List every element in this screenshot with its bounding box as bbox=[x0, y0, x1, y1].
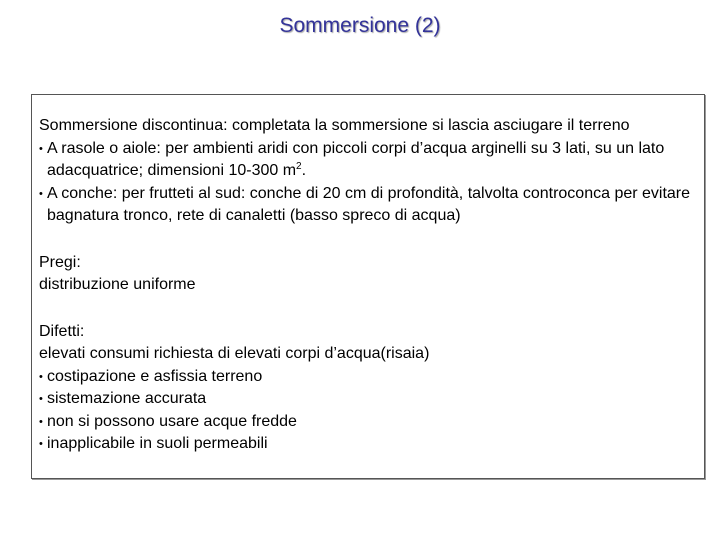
difetti-item bbox=[39, 411, 696, 434]
content-box bbox=[31, 94, 705, 479]
method-item-conche bbox=[39, 183, 696, 228]
bullet-icon: • bbox=[39, 370, 43, 383]
bullet-icon: • bbox=[39, 187, 43, 200]
pregi-heading: Pregi: bbox=[39, 253, 81, 271]
method-item-rasole bbox=[39, 138, 696, 183]
spacer bbox=[39, 228, 696, 252]
bullet-icon: • bbox=[39, 438, 43, 450]
method-suffix: . bbox=[301, 162, 307, 179]
difetti-item-text: sistemazione accurata bbox=[47, 390, 207, 407]
method-text-conche: A conche: per frutteti al sud: conche di 20 cm di profondità, talvolta controconca per evitare bagnatura tronco, rete di canaletti (basso spreco di acqua) bbox=[47, 184, 691, 224]
spacer bbox=[39, 297, 696, 321]
difetti-item bbox=[39, 388, 696, 411]
difetti-heading: Difetti: bbox=[39, 322, 85, 340]
intro-text: Sommersione discontinua: completata la sommersione si lascia asciugare il terreno bbox=[39, 117, 630, 134]
difetti-item-text: inapplicabile in suoli permeabili bbox=[47, 435, 268, 452]
difetti-intro: elevati consumi richiesta di elevati corpi d’acqua(risaia) bbox=[39, 345, 430, 362]
difetti-item-text: costipazione e asfissia terreno bbox=[47, 367, 263, 385]
method-text-rasole: A rasole o aiole: per ambienti aridi con piccoli corpi d’acqua arginelli su 3 lati, su un lato adacquatrice; dimensioni 10-300 m bbox=[47, 139, 665, 179]
superscript-two: 2 bbox=[296, 161, 302, 172]
bullet-icon: • bbox=[39, 415, 43, 428]
difetti-item bbox=[39, 366, 696, 389]
difetti-item-text: non si possono usare acque fredde bbox=[47, 412, 297, 430]
difetti-item bbox=[39, 433, 696, 456]
bullet-icon: • bbox=[39, 142, 43, 155]
pregi-line: distribuzione uniforme bbox=[39, 276, 196, 293]
slide-title: Sommersione (2) bbox=[279, 14, 441, 37]
bullet-icon: • bbox=[39, 393, 43, 405]
